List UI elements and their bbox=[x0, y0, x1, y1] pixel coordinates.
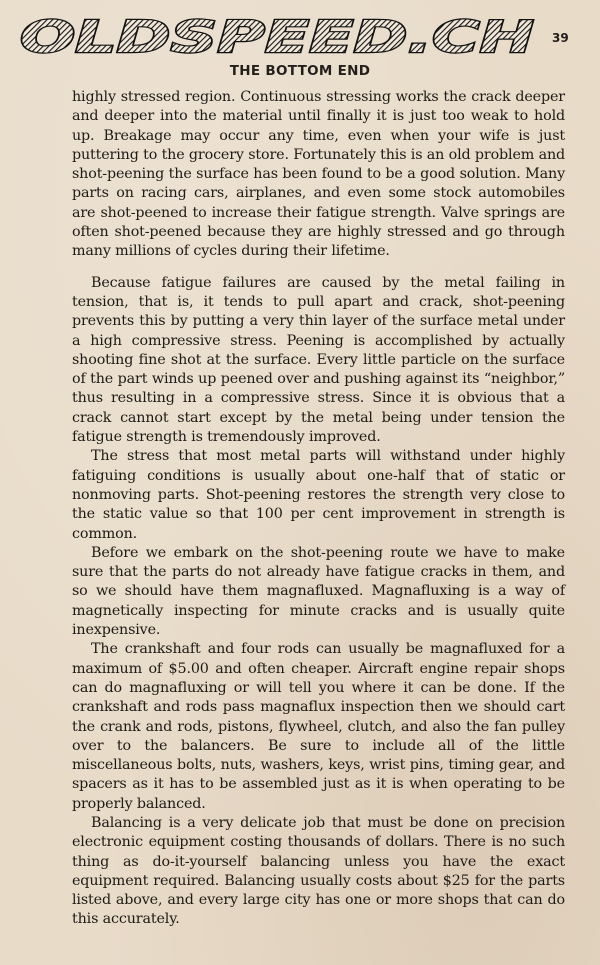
paragraph-5: The crankshaft and four rods can usually be magnafluxed for a maximum of $5.00 and often cheaper. Aircraft engine repair shops can do magnafluxing or will tell you where it can be done. If the crankshaft and rods pass magnaflux inspection then we should cart the crank and rods, pistons, flywheel, clutch, and also the fan pulley over to the balancers. Be sure to include all of the little miscellaneous bolts, nuts, washers, keys, wrist pins, timing gear, and spacers as it has to be assembled just as it is when operating to be properly balanced. bbox=[72, 641, 565, 812]
paragraph-1: highly stressed region. Continuous stressing works the crack deeper and deeper into the material until finally it is just too weak to hold up. Breakage may occur any time, even when your wife is just puttering to the grocery store. Fortunately this is an old problem and shot-peening the surface has been found to be a good solution. Many parts on racing cars, airplanes, and even some stock automobiles are shot-peened to increase their fatigue strength. Valve springs are often shot-peened because they are highly stressed and go through many millions of cycles during their lifetime. bbox=[72, 89, 566, 260]
paragraph-4: Before we embark on the shot-peening route we have to make sure that the parts do not already have fatigue cracks in them, and so we should have them magnafluxed. Magnafluxing is a way of magnetically inspecting for minute cracks and is usually quite inexpensive. bbox=[72, 544, 565, 639]
body-text bbox=[72, 88, 565, 930]
logo-text: OLDSPEED.CH bbox=[20, 14, 534, 60]
paragraph-2: Because fatigue failures are caused by the metal failing in tension, that is, it tends to pull apart and crack, shot-peening prevents this by putting a very thin layer of the surface metal under a high compressive stress. Peening is accomplished by actually shooting fine shot at the surface. Every little particle on the surface of the part winds up peened over and pushing against its “neighbor,” thus resulting in a compressive stress. Since it is obvious that a crack cannot start except by the metal being under tension the fatigue strength is tremendously improved. bbox=[72, 274, 565, 446]
running-head: THE BOTTOM END bbox=[229, 63, 371, 79]
paragraph-3: The stress that most metal parts will withstand under highly fatiguing conditions is usually about one-half that of static or nonmoving parts. Shot-peening restores the strength very close to the static value so that 100 per cent improvement in strength is common. bbox=[72, 448, 565, 542]
paragraph-6: Balancing is a very delicate job that must be done on precision electronic equipment costing thousands of dollars. There is no such thing as do-it-yourself balancing unless you have the exact equipment required. Balancing usually costs about $25 for the parts listed above, and every large city has one or more shops that can do this accurately. bbox=[72, 814, 565, 928]
page-number: 39 bbox=[552, 31, 569, 45]
oldspeed-logo bbox=[18, 14, 538, 60]
